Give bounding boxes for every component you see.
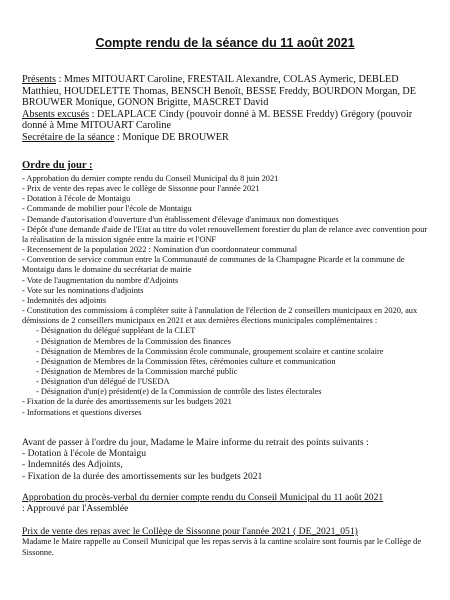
meal-price-section (22, 526, 432, 558)
absents-text: : DELAPLACE Cindy (pouvoir donné à M. BESSE Freddy) Grégory (pouvoir donné à Mme MITOUART Caroline (22, 108, 413, 132)
agenda-item: - Constitution des commissions à compléter suite à l'annulation de l'élection de 2 conseillers municipaux en 2020, aux démissions de 2 conseillers municipaux en 2021 et aux dernières élections municipales complémentaires : (22, 306, 418, 326)
agenda-item: - Dotation à l'école de Montaigu (22, 194, 131, 204)
agenda-section (22, 160, 432, 418)
meal-price-body: Madame le Maire rappelle au Conseil Municipal que les repas servis à la cantine scolaire sont fournis par le Collège de Sissonne. (22, 537, 422, 557)
secretaire-paragraph (22, 132, 432, 144)
withdrawn-item: - Indemnités des Adjoints, (22, 459, 123, 471)
withdrawn-intro: Avant de passer à l'ordre du jour, Madame le Maire informe du retrait des points suivants : (22, 437, 369, 448)
withdrawn-points-section (22, 437, 432, 482)
agenda-list (22, 174, 432, 418)
meal-price-heading: Prix de vente des repas avec le Collège de Sissonne pour l'année 2021 ( DE_2021_051) (22, 526, 358, 537)
attendance-section (22, 74, 432, 144)
secretaire-label: Secrétaire de la séance (22, 131, 115, 143)
agenda-sub-item: - Désignation de Membres de la Commission école communale, groupement scolaire et cantine scolaire (36, 346, 384, 356)
agenda-item: - Indemnités des adjoints (22, 295, 106, 305)
agenda-item: - Convention de service commun entre la Communauté de communes de la Champagne Picarde et la commune de Montaigu dans le domaine du secrétariat de mairie (22, 255, 405, 275)
presents-text: : Mmes MITOUART Caroline, FRESTAIL Alexandre, COLAS Aymeric, DEBLED Matthieu, HOUDELETTE Thomas, BENSCH Benoît, BESSE Freddy, BOURDON Morgan, DE BROUWER Monique, GONON Brigitte, MASCRET David (22, 74, 416, 109)
agenda-sub-item: - Désignation de Membres de la Commission fêtes, cérémonies culture et communication (36, 356, 336, 366)
secretaire-text: : Monique DE BROUWER (114, 131, 229, 143)
agenda-item: - Commande de mobilier pour l'école de Montaigu (22, 204, 192, 214)
agenda-item: - Recensement de la population 2022 : Nomination d'un coordonnateur communal (22, 245, 298, 255)
withdrawn-item: - Fixation de la durée des amortissements sur les budgets 2021 (22, 470, 263, 482)
absents-paragraph (22, 109, 432, 132)
absents-label: Absents excusés (22, 108, 90, 120)
agenda-sub-item: - Désignation d'un délégué de l'USEDA (36, 377, 170, 387)
agenda-sub-item: - Désignation de Membres de la Commission des finances (36, 336, 231, 346)
agenda-item: - Dépôt d'une demande d'aide de l'Etat au titre du volet renouvellement forestier du plan de relance avec convention pour la réalisation de la mission signée entre la mairie et l'ONF (22, 224, 428, 244)
agenda-title: Ordre du jour : (22, 160, 93, 171)
agenda-sub-item: - Désignation de Membres de la Commission marché public (36, 366, 238, 376)
agenda-sub-item: - Désignation d'un(e) président(e) de la Commission de contrôle des listes électorales (36, 387, 322, 397)
agenda-item: - Vote de l'augmentation du nombre d'Adjoints (22, 275, 179, 285)
agenda-item: - Vote sur les nominations d'adjoints (22, 285, 144, 295)
agenda-item: - Approbation du dernier compte rendu du Conseil Municipal du 8 juin 2021 (22, 174, 279, 183)
agenda-item: - Demande d'autorisation d'ouverture d'un établissement d'élevage d'animaux non domestiques (22, 214, 339, 224)
approval-heading: Approbation du procès-verbal du dernier compte rendu du Conseil Municipal du 11 août 2021 (22, 492, 384, 503)
agenda-item: - Informations et questions diverses (22, 407, 142, 417)
approval-section (22, 492, 432, 514)
agenda-sub-item: - Désignation du délégué suppléant de la CLET (36, 326, 196, 336)
agenda-item: - Prix de vente des repas avec le collège de Sissonne pour l'année 2021 (22, 184, 260, 194)
approval-result: : Approuvé par l'Assemblée (22, 503, 129, 515)
presents-label: Présents (22, 74, 56, 85)
presents-paragraph (22, 74, 432, 109)
agenda-item: - Fixation de la durée des amortissements sur les budgets 2021 (22, 397, 232, 407)
document-title: Compte rendu de la séance du 11 août 2021 (95, 36, 355, 50)
withdrawn-item: - Dotation à l'école de Montaigu (22, 448, 147, 460)
